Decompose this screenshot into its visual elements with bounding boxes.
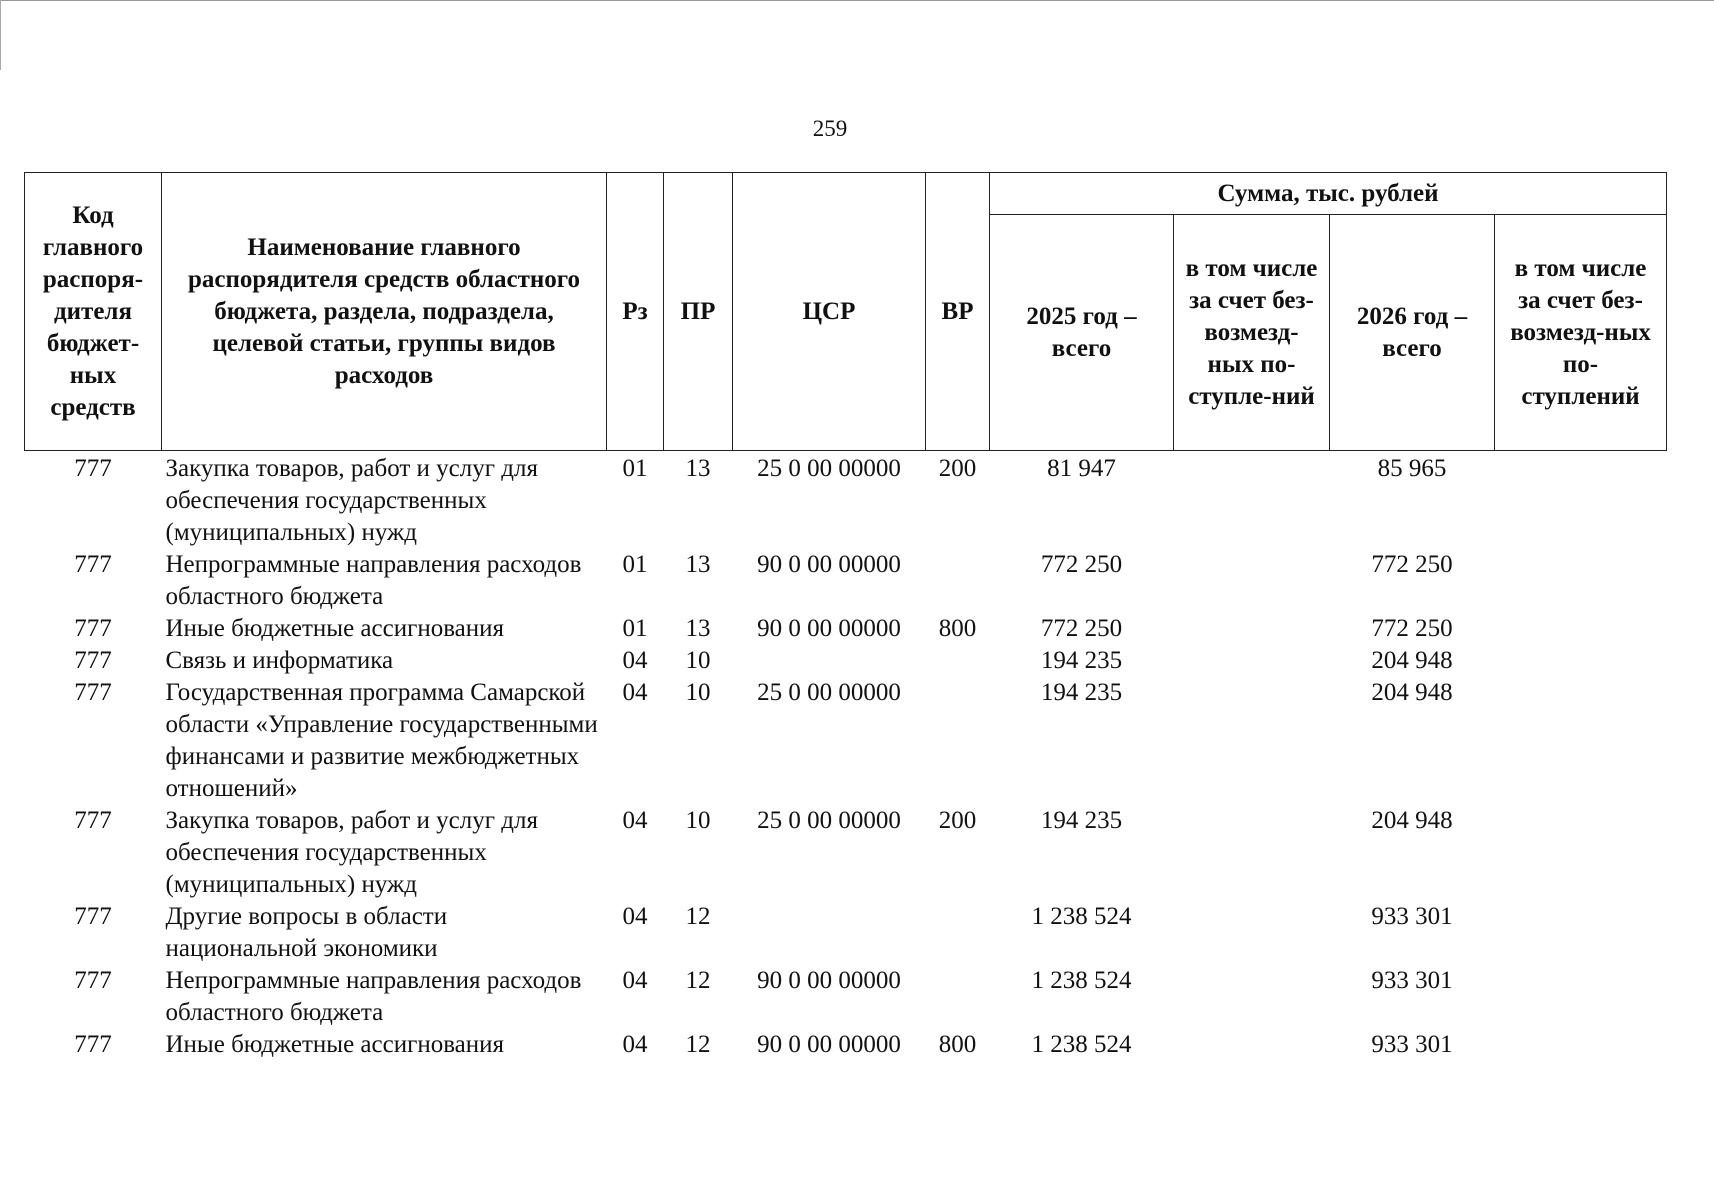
- cell-2025-free: [1174, 451, 1330, 550]
- cell-name: Другие вопросы в области национальной экономики: [165, 903, 448, 962]
- table-row: [25, 965, 1667, 1029]
- cell-vr: [926, 901, 990, 965]
- page-number: 259: [812, 116, 848, 141]
- header-name: Наименование главного распорядителя средств областного бюджета, раздела, подраздела, целевой статьи, группы видов расходов: [162, 173, 607, 451]
- cell-2025-total: 772 250: [1040, 551, 1123, 578]
- cell-2026-free: [1495, 805, 1667, 901]
- cell-rz: 01: [622, 551, 648, 578]
- cell-2025-total: 194 235: [1040, 679, 1123, 706]
- cell-2026-free: [1495, 965, 1667, 1029]
- cell-pr: 12: [685, 1031, 711, 1058]
- cell-2026-total: 933 301: [1371, 903, 1453, 930]
- cell-csr: 90 0 00 00000: [757, 551, 901, 578]
- cell-2025-free: [1174, 549, 1330, 613]
- cell-2025-total: 1 238 524: [1031, 967, 1132, 994]
- table-row: [25, 677, 1667, 805]
- cell-name: Иные бюджетные ассигнования: [165, 1031, 505, 1058]
- cell-vr: 800: [938, 1031, 977, 1058]
- header-2025-free: в том числе за счет без-возмезд-ных по-ступле-ний: [1174, 215, 1330, 451]
- cell-2025-free: [1174, 805, 1330, 901]
- cell-rz: 04: [622, 1031, 648, 1058]
- header-csr: ЦСР: [733, 173, 926, 451]
- cell-code: 777: [74, 807, 112, 834]
- cell-pr: 12: [685, 967, 711, 994]
- cell-rz: 01: [622, 615, 648, 642]
- header-2026-free: в том числе за счет без-возмезд-ных по-ступлений: [1495, 215, 1667, 451]
- cell-2026-total: 933 301: [1371, 1031, 1453, 1058]
- cell-name: Закупка товаров, работ и услуг для обеспечения государственных (муниципальных) нужд: [165, 807, 538, 898]
- cell-csr: [733, 901, 926, 965]
- cell-vr: [926, 645, 990, 677]
- header-code: Код главного распоря-дителя бюджет-ных средств: [25, 173, 162, 451]
- cell-pr: 13: [685, 615, 711, 642]
- table-row: [25, 645, 1667, 677]
- cell-code: 777: [74, 679, 112, 706]
- header-rz: Рз: [607, 173, 664, 451]
- table-row: [25, 805, 1667, 901]
- cell-name: Иные бюджетные ассигнования: [165, 615, 505, 642]
- cell-2026-free: [1495, 549, 1667, 613]
- cell-rz: 04: [622, 679, 648, 706]
- header-vr: ВР: [926, 173, 990, 451]
- cell-2025-free: [1174, 613, 1330, 645]
- cell-2026-free: [1495, 613, 1667, 645]
- cell-2026-free: [1495, 1029, 1667, 1061]
- cell-code: 777: [74, 615, 112, 642]
- header-sum: Сумма, тыс. рублей: [990, 173, 1667, 215]
- cell-2025-total: 194 235: [1040, 647, 1123, 674]
- cell-code: 777: [74, 903, 112, 930]
- cell-csr: 25 0 00 00000: [757, 807, 901, 834]
- cell-name: Связь и информатика: [165, 647, 394, 674]
- cell-vr: [926, 677, 990, 805]
- scan-edge-top: [0, 0, 1714, 1]
- cell-rz: 04: [622, 903, 648, 930]
- cell-vr: 800: [938, 615, 977, 642]
- cell-2026-total: 204 948: [1371, 679, 1453, 706]
- cell-pr: 13: [685, 551, 711, 578]
- cell-rz: 04: [622, 967, 648, 994]
- cell-code: 777: [74, 1031, 112, 1058]
- header-2025-total: 2025 год – всего: [990, 215, 1174, 451]
- cell-name: Государственная программа Самарской области «Управление государственными финансами и развитие межбюджетных отношений»: [165, 679, 598, 802]
- table-row: [25, 451, 1667, 550]
- cell-2025-free: [1174, 965, 1330, 1029]
- cell-csr: 90 0 00 00000: [757, 615, 901, 642]
- cell-code: 777: [74, 647, 112, 674]
- cell-2025-free: [1174, 901, 1330, 965]
- cell-pr: 13: [685, 455, 711, 482]
- table-header: [25, 173, 1667, 451]
- cell-code: 777: [74, 551, 112, 578]
- cell-rz: 04: [622, 647, 648, 674]
- cell-2026-free: [1495, 645, 1667, 677]
- cell-2026-total: 204 948: [1371, 807, 1453, 834]
- table-row: [25, 549, 1667, 613]
- cell-2026-total: 772 250: [1371, 551, 1453, 578]
- table-row: [25, 613, 1667, 645]
- cell-pr: 10: [685, 647, 711, 674]
- cell-pr: 10: [685, 679, 711, 706]
- cell-csr: 90 0 00 00000: [757, 967, 901, 994]
- cell-name: Непрограммные направления расходов областного бюджета: [165, 551, 582, 610]
- cell-2025-total: 194 235: [1040, 807, 1123, 834]
- scan-edge-left: [0, 0, 1, 70]
- cell-name: Непрограммные направления расходов областного бюджета: [165, 967, 582, 1026]
- cell-rz: 01: [622, 455, 648, 482]
- header-2026-total: 2026 год – всего: [1330, 215, 1495, 451]
- cell-2025-total: 81 947: [1047, 455, 1116, 482]
- cell-csr: [733, 645, 926, 677]
- cell-pr: 10: [685, 807, 711, 834]
- cell-csr: 25 0 00 00000: [757, 455, 901, 482]
- cell-2025-free: [1174, 645, 1330, 677]
- table-row: [25, 901, 1667, 965]
- cell-name: Закупка товаров, работ и услуг для обеспечения государственных (муниципальных) нужд: [165, 455, 538, 546]
- cell-2025-free: [1174, 1029, 1330, 1061]
- cell-2026-total: 933 301: [1371, 967, 1453, 994]
- cell-csr: 25 0 00 00000: [757, 679, 901, 706]
- cell-2026-total: 85 965: [1377, 455, 1447, 482]
- cell-vr: 200: [938, 807, 977, 834]
- cell-2026-free: [1495, 901, 1667, 965]
- cell-2025-free: [1174, 677, 1330, 805]
- table-row: [25, 1029, 1667, 1061]
- budget-table: [24, 172, 1667, 1061]
- cell-code: 777: [74, 967, 112, 994]
- cell-rz: 04: [622, 807, 648, 834]
- cell-vr: 200: [938, 455, 977, 482]
- cell-2025-total: 1 238 524: [1031, 903, 1132, 930]
- cell-2025-total: 1 238 524: [1031, 1031, 1132, 1058]
- cell-csr: 90 0 00 00000: [757, 1031, 901, 1058]
- cell-2026-total: 772 250: [1371, 615, 1453, 642]
- cell-vr: [926, 549, 990, 613]
- cell-pr: 12: [685, 903, 711, 930]
- cell-code: 777: [74, 455, 112, 482]
- cell-2025-total: 772 250: [1040, 615, 1123, 642]
- header-pr: ПР: [664, 173, 733, 451]
- cell-2026-free: [1495, 677, 1667, 805]
- cell-2026-free: [1495, 451, 1667, 550]
- cell-2026-total: 204 948: [1371, 647, 1453, 674]
- table-body: [25, 451, 1667, 1062]
- cell-vr: [926, 965, 990, 1029]
